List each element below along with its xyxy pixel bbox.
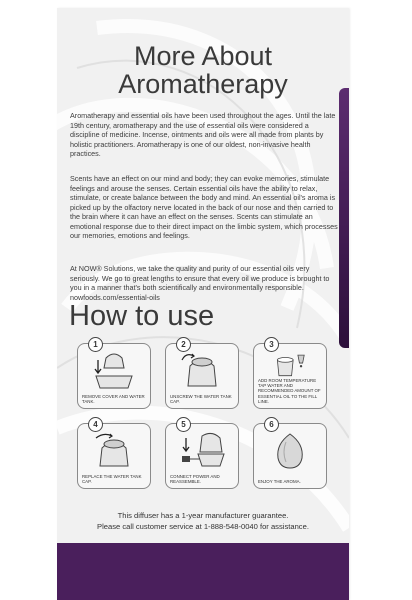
replace-cap-icon <box>84 432 144 470</box>
step-6-card <box>253 420 327 489</box>
step-caption: REMOVE COVER AND WATER TANK. <box>82 393 145 404</box>
step-4-card <box>77 420 151 489</box>
purple-footer-band <box>57 543 349 600</box>
step-number: 4 <box>88 417 103 432</box>
power-plug-icon <box>172 432 232 470</box>
step-number: 5 <box>176 417 191 432</box>
step-caption: UNSCREW THE WATER TANK CAP. <box>170 393 232 404</box>
step-caption: ADD ROOM TEMPERATURE TAP WATER AND RECOMMENDED AMOUNT OF ESSENTIAL OIL TO THE FILL LINE. <box>258 377 321 404</box>
package-panel <box>57 8 349 600</box>
step-3-card <box>253 340 327 409</box>
step-2-card <box>165 340 239 409</box>
step-1-card <box>77 340 151 409</box>
paragraph-history: Aromatherapy and essential oils have been used throughout the ages. Until the late 19th century, aromatherapy and the use of essential oils were considered a discipline of medicine. Incense, ointments and oils were all made from plants by holistic practitioners. Aromatherapy is one of our oldest, non-invasive health practices. <box>70 111 336 158</box>
paragraph-scents: Scents have an effect on our mind and body; they can evoke memories, stimulate feelings and arouse the senses. Certain essential oils have the ability to relax, stimulate, or create balance between the body and mind. An essential oil's aroma is picked up by the olfactory nerve located in the back of our nose and then carried to the brain where it can have an effect on the senses. Scents can stimulate an emotional response due to their direct impact on the limbic system, which processes our memories, emotions and feelings. <box>70 174 338 240</box>
purple-edge <box>339 88 349 348</box>
diffuser-closed-icon <box>260 432 320 470</box>
unscrew-cap-icon <box>172 352 232 390</box>
step-number: 3 <box>264 337 279 352</box>
guarantee-line: This diffuser has a 1-year manufacturer guarantee. <box>117 511 289 520</box>
step-number: 6 <box>264 417 279 432</box>
paragraph-now-solutions: At NOW® Solutions, we take the quality and purity of our essential oils very seriously. We go to great lengths to ensure that every oil we produce is brought to you in a manner that's both scientifically and environmentally responsible. nowfoods.com/essential-oils <box>70 264 330 302</box>
how-to-use-title: How to use <box>69 300 215 332</box>
diffuser-open-icon <box>84 352 144 390</box>
title-line-1: More About <box>133 41 273 71</box>
title-line-2: Aromatherapy <box>118 69 288 99</box>
step-caption: ENJOY THE AROMA. <box>258 478 301 484</box>
step-caption: REPLACE THE WATER TANK CAP. <box>82 473 142 484</box>
section-title <box>57 42 349 98</box>
step-number: 1 <box>88 337 103 352</box>
customer-service-line: Please call customer service at 1-888-548-0040 for assistance. <box>97 522 309 531</box>
guarantee-note <box>57 510 349 532</box>
step-number: 2 <box>176 337 191 352</box>
step-caption: CONNECT POWER AND REASSEMBLE. <box>170 473 220 484</box>
step-5-card <box>165 420 239 489</box>
